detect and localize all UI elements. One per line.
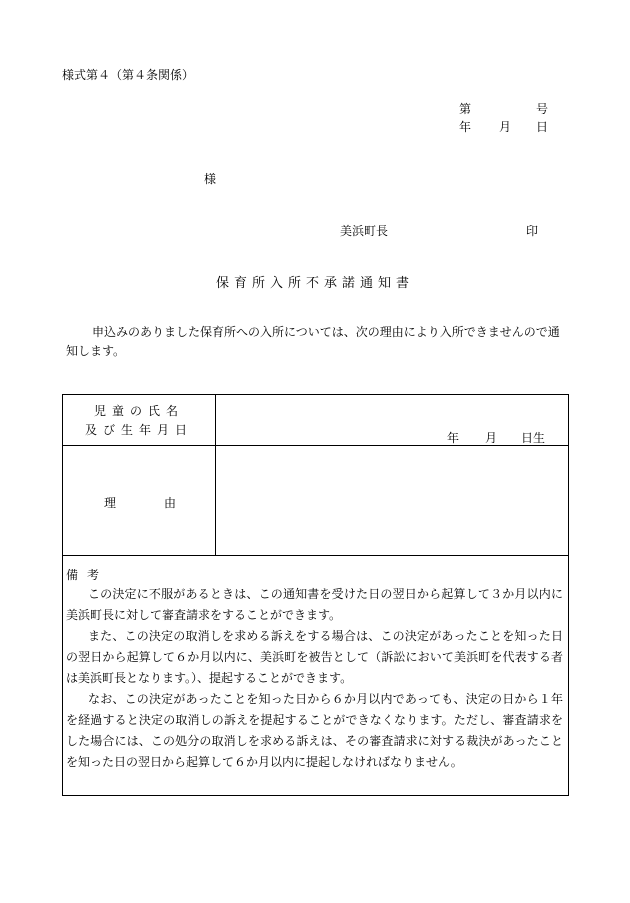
reason-label-char1: 理 <box>104 496 117 510</box>
document-number-prefix: 第 <box>459 102 472 116</box>
birth-year-suffix: 年 <box>447 431 460 445</box>
document-title: 保育所入所不承諾通知書 <box>215 276 414 291</box>
notes-paragraph: また、この決定の取消しを求める訴えをする場合は、この決定があったことを知った日の翌日から起算して６か月以内に、美浜町を被告として（訴訟において美浜町を代表する者は美浜町長となります。）、提起することができます。 <box>66 629 563 685</box>
child-name-birth-label <box>63 402 215 440</box>
body-text: 申込みのありました保育所への入所については、次の理由により入所できませんので通知します。 <box>66 325 560 358</box>
notes-paragraph: なお、この決定があったことを知った日から６か月以内であっても、決定の日から１年を経過すると決定の取消しの訴えを提起することができなくなります。ただし、審査請求をした場合には、この処分の取消しを求める訴えは、その審査請求に対する裁決があったことを知った日の翌日から起算して６か月以内に提起しなければなりません。 <box>66 692 563 769</box>
table-row-divider <box>63 555 568 556</box>
child-name-label: 児童の氏名 <box>93 404 184 418</box>
document-date-year: 年 <box>459 120 472 134</box>
document-number-suffix: 号 <box>536 102 549 116</box>
notes-heading: 備考 <box>66 568 109 582</box>
birth-month-suffix: 月 <box>485 431 498 445</box>
notes-paragraph: この決定に不服があるときは、この通知書を受けた日の翌日から起算して３か月以内に美浜町長に対して審査請求をすることができます。 <box>66 587 563 622</box>
seal-mark: 印 <box>526 224 539 238</box>
document-date-month: 月 <box>499 120 512 134</box>
birth-date-label: 及び生年月日 <box>84 423 193 437</box>
recipient-honorific: 様 <box>204 172 217 186</box>
reason-label-char2: 由 <box>164 496 177 510</box>
document-date-day: 日 <box>536 120 549 134</box>
reason-field[interactable] <box>216 446 568 555</box>
birth-day-suffix: 日生 <box>521 431 546 445</box>
notes-section <box>62 566 567 773</box>
sender-title: 美浜町長 <box>340 224 389 238</box>
form-number: 様式第４（第４条関係） <box>62 68 195 82</box>
document-number <box>459 100 549 117</box>
